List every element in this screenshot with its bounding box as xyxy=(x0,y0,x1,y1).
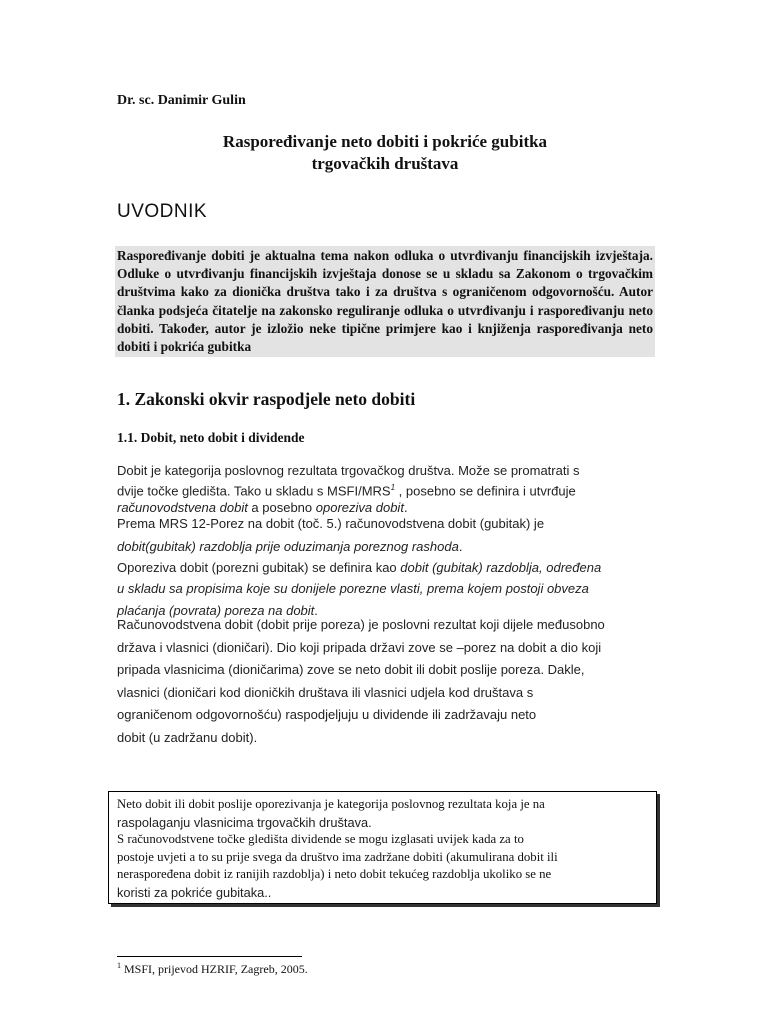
p1-line-2 xyxy=(117,479,653,499)
p2-line-1: Računovodstvena dobit (dobit prije poreza) je poslovni rezultat koji dijele međusobno xyxy=(117,617,605,632)
net-profit-note-box xyxy=(108,791,657,904)
p2-line-4: vlasnici (dioničari kod dioničkih društava ili vlasnici udjela kod društava s xyxy=(117,684,534,700)
paragraph-profit-definition xyxy=(117,462,653,516)
p2-line-3: pripada vlasnicima (dioničarima) zove se neto dobit ili dobit poslije poreza. Dakle, xyxy=(117,662,585,677)
p1-line-5-end: . xyxy=(458,539,463,554)
p1-line-2-text: dvije točke gledišta. Tako u skladu s MSFI/MRS xyxy=(117,483,391,499)
p1-line-5 xyxy=(117,539,462,554)
term-accounting-profit: računovodstvena dobit xyxy=(117,500,248,516)
footnote-divider xyxy=(117,956,302,957)
box-line-3: S računovodstvene točke gledišta dividende se mogu izglasati uvijek kada za to xyxy=(117,832,524,846)
box-line-1: Neto dobit ili dobit poslije oporezivanja je kategorija poslovnog rezultata koja je na xyxy=(117,797,545,811)
p1-line-6-italic: dobit (gubitak) razdoblja, određena xyxy=(400,560,602,575)
p2-line-2: država i vlasnici (dioničari). Dio koji pripada državi zove se –porez na dobit a dio koji xyxy=(117,639,602,655)
section-heading: UVODNIK xyxy=(117,201,208,222)
term-taxable-profit: oporeziva dobit xyxy=(315,500,404,516)
p1-line-1: Dobit je kategorija poslovnog rezultata trgovačkog društva. Može se promatrati s xyxy=(117,463,580,478)
p1-line-8-italic: plaćanja (povrata) poreza na dobit xyxy=(117,603,315,618)
box-line-2: raspolaganju vlasnicima trgovačkih društava. xyxy=(117,814,372,830)
p1-line-6-text: Oporeziva dobit (porezni gubitak) se definira kao xyxy=(117,560,401,575)
footnote xyxy=(117,961,308,977)
p2-line-5: ograničenom odgovornošću) raspodjeljuju u dividende ili zadržavaju neto xyxy=(117,707,537,722)
footnote-text: MSFI, prijevod HZRIF, Zagreb, 2005. xyxy=(121,962,308,976)
paragraph-net-profit xyxy=(117,614,653,749)
p1-line-7: u skladu sa propisima koje su donijele porezne vlasti, prema kojem postoji obveza xyxy=(117,581,589,596)
title-line-1: Raspoređivanje neto dobiti i pokriće gubitka xyxy=(222,132,548,151)
p1-line-8-end: . xyxy=(314,603,318,618)
p2-line-6: dobit (u zadržanu dobit). xyxy=(117,729,258,745)
footnote-number: 1 xyxy=(117,961,121,970)
heading-1: 1. Zakonski okvir raspodjele neto dobiti xyxy=(117,389,416,409)
footnote-ref[interactable]: 1 xyxy=(390,483,396,492)
box-line-6: koristi za pokriće gubitaka.. xyxy=(117,884,272,900)
heading-1-1: 1.1. Dobit, neto dobit i dividende xyxy=(117,430,305,445)
p1-line-3-end: . xyxy=(403,500,408,516)
author-name: Dr. sc. Danimir Gulin xyxy=(117,93,246,108)
box-line-4: postoje uvjeti a to su prije svega da društvo ima zadržane dobiti (akumulirana dobit ili xyxy=(117,849,558,864)
p1-line-3 xyxy=(117,499,653,516)
p1-line-5-italic: dobit(gubitak) razdoblja prije oduzimanja poreznog rashoda xyxy=(117,539,459,554)
p1-line-4: Prema MRS 12-Porez na dobit (toč. 5.) računovodstvena dobit (gubitak) je xyxy=(117,516,545,531)
title-line-2: trgovačkih društava xyxy=(311,154,459,173)
article-title xyxy=(117,131,653,175)
abstract-box: Raspoređivanje dobiti je aktualna tema nakon odluka o utvrđivanju financijskih izvještaja. Odluke o utvrđivanju financijskih izvještaja donose se u skladu sa Zakonom o trgovačkim društvima kako za dionička društva tako i za društva s ograničenom odgovornošću. Autor članka podsjeća čitatelje na zakonsko reguliranje odluka o utvrđivanju i raspoređivanju neto dobiti. Također, autor je izložio neke tipične primjere kao i knjiženja raspoređivanja neto dobiti i pokrića gubitka xyxy=(115,246,655,357)
box-line-5: neraspoređena dobit iz ranijih razdoblja) i neto dobit tekućeg razdoblja ukoliko se ne xyxy=(117,867,552,881)
p1-line-2-text-b: , posebno se definira i utvrđuje xyxy=(395,483,576,499)
p1-line-3-text: a posebno xyxy=(247,500,316,516)
p1-line-6 xyxy=(117,560,601,575)
